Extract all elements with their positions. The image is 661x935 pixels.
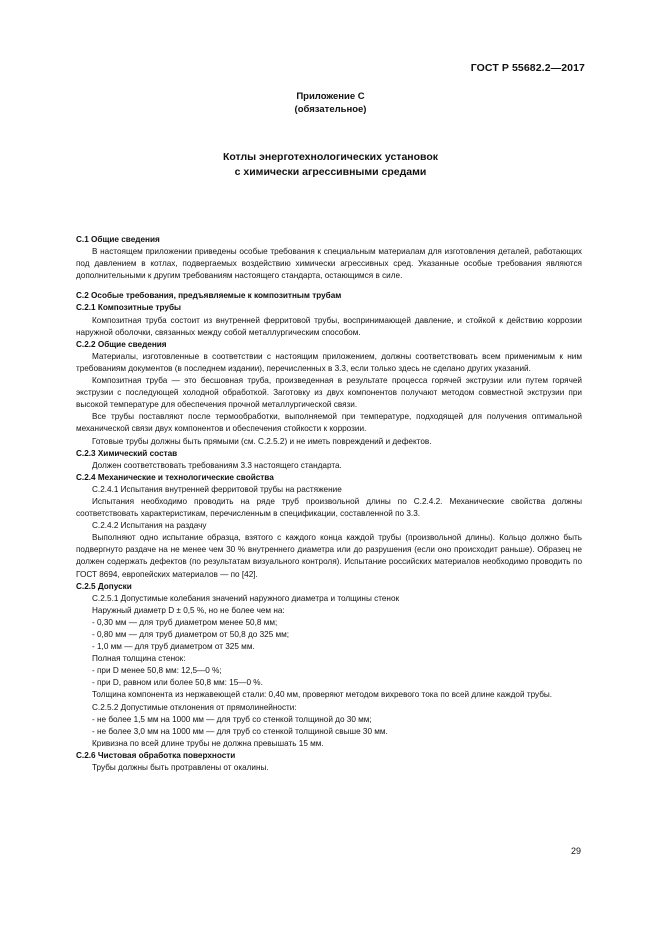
section-heading: С.2 Особые требования, предъявляемые к композитным трубам [76, 291, 342, 301]
paragraph: - при D, равном или более 50,8 мм: 15—0 %. [92, 678, 263, 688]
paragraph: С.2.4.1 Испытания внутренней ферритовой трубы на растяжение [92, 484, 342, 494]
paragraph: Полная толщина стенок: [92, 654, 186, 664]
paragraph: - при D менее 50,8 мм: 12,5—0 %; [92, 666, 222, 676]
paragraph: - не более 3,0 мм на 1000 мм — для труб со стенкой толщиной свыше 30 мм. [92, 726, 388, 736]
paragraph: Кривизна по всей длине трубы не должна превышать 15 мм. [92, 738, 324, 748]
paragraph: - 1,0 мм — для труб диаметром от 325 мм. [92, 642, 255, 652]
section-heading: С.2.6 Чистовая обработка поверхности [76, 750, 236, 760]
section-heading: С.2.2 Общие сведения [76, 339, 167, 349]
section-heading: С.1 Общие сведения [76, 235, 160, 244]
paragraph: Трубы должны быть протравлены от окалины. [92, 763, 269, 773]
document-body [76, 234, 582, 774]
paragraph: - не более 1,5 мм на 1000 мм — для труб со стенкой толщиной до 30 мм; [92, 714, 372, 724]
paragraph: - 0,30 мм — для труб диаметром менее 50,8 мм; [92, 617, 278, 627]
annex-label: Приложение С [296, 91, 365, 102]
paragraph: Испытания необходимо проводить на ряде труб произвольной длины по С.2.4.2. Механические свойства должны соответствовать характеристикам, перечисленным в спецификации, составленной по 3.3. [76, 496, 582, 519]
paragraph: Выполняют одно испытание образца, взятого с каждого конца каждой трубы (произвольной длины). Кольцо должно быть подвергнуто раздаче на не менее чем 30 % внутреннего диаметра или до разрушения (если оно происходит раньше). Образец не должен содержать дефектов (по результатам визуального контроля). Испытание российских материалов необходимо проводить по ГОСТ 8694, европейских материалов — по [42]. [76, 533, 582, 579]
paragraph: Наружный диаметр D ± 0,5 %, но не более чем на: [92, 605, 285, 615]
section-heading: С.2.3 Химический состав [76, 448, 178, 458]
section-heading: С.2.1 Композитные трубы [76, 303, 182, 313]
standard-code: ГОСТ Р 55682.2—2017 [470, 62, 585, 74]
paragraph: С.2.5.2 Допустимые отклонения от прямолинейности: [92, 702, 297, 712]
paragraph: Толщина компонента из нержавеющей стали: 0,40 мм, проверяют методом вихревого тока по всей длине каждой трубы. [92, 690, 553, 700]
paragraph: В настоящем приложении приведены особые требования к специальным материалам для изготовления деталей, работающих под давлением в котлах, подвергаемых воздействию химически агрессивных сред. Указанные особые требования являются дополнительными к другим требованиям настоящего стандарта, остающимся в силе. [76, 247, 582, 281]
page-number: 29 [570, 846, 581, 856]
annex-status: (обязательное) [294, 104, 367, 115]
section-heading: С.2.4 Механические и технологические свойства [76, 472, 274, 482]
paragraph: Композитная труба — это бесшовная труба, произведенная в результате процесса горячей экструзии или путем горячей экструзии с последующей холодной обработкой. Заготовку из двух компонентов получают методом совместной экструзии при высокой температуре для обеспечения прочной металлургической связи. [76, 376, 582, 410]
annex-title-line-2: с химически агрессивными средами [234, 166, 427, 178]
annex-title-line-1: Котлы энерготехнологических установок [222, 151, 439, 163]
section-heading: С.2.5 Допуски [76, 581, 132, 591]
paragraph: Композитная труба состоит из внутренней ферритовой трубы, воспринимающей давление, и стойкой к действию коррозии наружной оболочки, связанных между собой металлургическим способом. [76, 315, 582, 337]
paragraph: Материалы, изготовленные в соответствии с настоящим приложением, должны соответствовать всем применимым к ним требованиям документов (в последнем издании), перечисленных в 3.3, если только здесь не сделано других указаний. [76, 351, 582, 373]
paragraph: Готовые трубы должны быть прямыми (см. С.2.5.2) и не иметь повреждений и дефектов. [92, 436, 432, 446]
paragraph: С.2.5.1 Допустимые колебания значений наружного диаметра и толщины стенок [92, 593, 400, 603]
paragraph: Должен соответствовать требованиям 3.3 настоящего стандарта. [92, 460, 342, 470]
paragraph: - 0,80 мм — для труб диаметром от 50,8 до 325 мм; [92, 630, 290, 639]
paragraph: С.2.4.2 Испытания на раздачу [92, 521, 207, 531]
paragraph: Все трубы поставляют после термообработки, выполняемой при температуре, подходящей для получения оптимальной механической связи двух компонентов и обеспечения стойкости к коррозии. [76, 412, 582, 434]
